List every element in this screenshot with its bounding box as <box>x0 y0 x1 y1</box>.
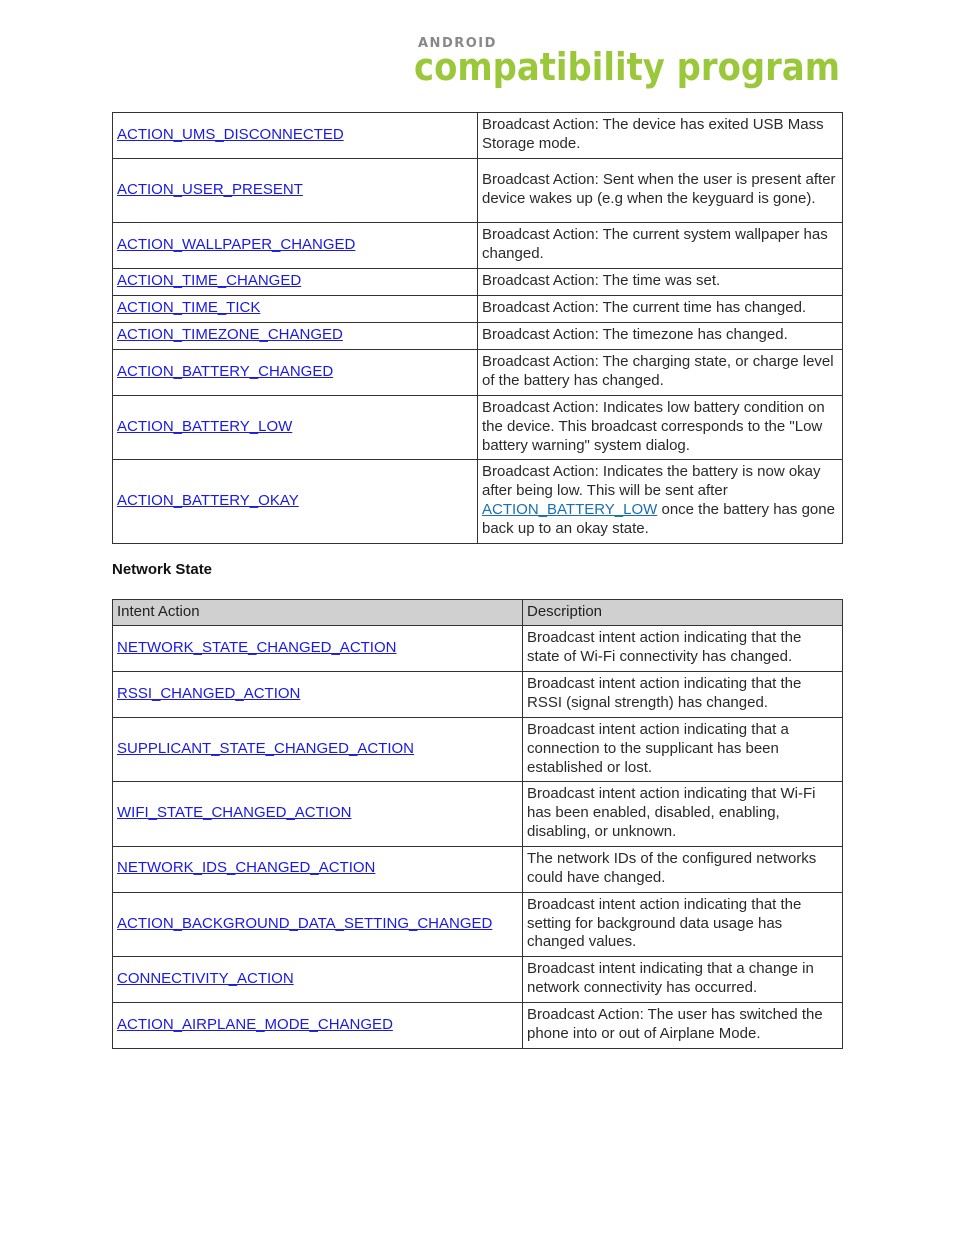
action-cell <box>113 846 523 892</box>
description-cell: Broadcast intent action indicating that Wi-Fi has been enabled, disabled, enabling, disabling, or unknown. <box>523 782 843 846</box>
action-link[interactable]: RSSI_CHANGED_ACTION <box>117 684 301 702</box>
table-row <box>113 1003 843 1049</box>
action-cell <box>113 626 523 672</box>
description-text: once the battery has gone back up to an okay state. <box>482 500 835 537</box>
description-cell: Broadcast Action: The current system wallpaper has changed. <box>478 223 843 269</box>
description-cell: Broadcast intent action indicating that the RSSI (signal strength) has changed. <box>523 672 843 718</box>
table-row <box>113 672 843 718</box>
table-row <box>113 350 843 396</box>
action-cell <box>113 782 523 846</box>
column-header: Intent Action <box>113 600 523 626</box>
description-cell: Broadcast intent action indicating that a connection to the supplicant has been established or lost. <box>523 718 843 782</box>
action-link[interactable]: ACTION_TIME_TICK <box>117 299 261 317</box>
table-row <box>113 396 843 460</box>
table-row <box>113 782 843 846</box>
description-cell: The network IDs of the configured networks could have changed. <box>523 846 843 892</box>
description-cell: Broadcast Action: The device has exited USB Mass Storage mode. <box>478 113 843 159</box>
action-cell <box>113 396 478 460</box>
action-cell <box>113 957 523 1003</box>
description-cell: Broadcast Action: Indicates low battery condition on the device. This broadcast corresponds to the "Low battery warning" system dialog. <box>478 396 843 460</box>
description-cell: Broadcast intent action indicating that the setting for background data usage has changed values. <box>523 892 843 956</box>
network-state-table <box>112 599 843 1049</box>
action-link[interactable]: ACTION_TIME_CHANGED <box>117 272 302 290</box>
action-cell <box>113 460 478 543</box>
description-text: Broadcast Action: Indicates the battery is now okay after being low. This will be sent after <box>482 463 821 500</box>
android-compatibility-logo <box>414 34 844 92</box>
action-link[interactable]: SUPPLICANT_STATE_CHANGED_ACTION <box>117 739 415 757</box>
action-link[interactable]: ACTION_UMS_DISCONNECTED <box>117 125 344 143</box>
description-cell <box>478 460 843 543</box>
table-row <box>113 892 843 956</box>
action-cell <box>113 296 478 323</box>
action-link[interactable]: ACTION_AIRPLANE_MODE_CHANGED <box>117 1015 393 1033</box>
description-cell: Broadcast Action: The time was set. <box>478 269 843 296</box>
table-row <box>113 223 843 269</box>
broadcast-actions-table <box>112 112 843 544</box>
description-cell: Broadcast Action: The user has switched the phone into or out of Airplane Mode. <box>523 1003 843 1049</box>
action-link[interactable]: ACTION_BATTERY_OKAY <box>117 491 299 509</box>
table-row <box>113 159 843 223</box>
column-header: Description <box>523 600 843 626</box>
description-cell: Broadcast Action: The timezone has changed. <box>478 323 843 350</box>
action-cell <box>113 223 478 269</box>
table-row <box>113 323 843 350</box>
action-cell <box>113 892 523 956</box>
action-link[interactable]: CONNECTIVITY_ACTION <box>117 969 294 987</box>
action-cell <box>113 718 523 782</box>
action-cell <box>113 159 478 223</box>
action-link[interactable]: NETWORK_IDS_CHANGED_ACTION <box>117 859 376 877</box>
action-link[interactable]: ACTION_WALLPAPER_CHANGED <box>117 235 356 253</box>
table-row <box>113 718 843 782</box>
table-header-row <box>113 600 843 626</box>
action-link[interactable]: WIFI_STATE_CHANGED_ACTION <box>117 804 352 822</box>
action-link[interactable]: ACTION_BATTERY_CHANGED <box>117 362 334 380</box>
action-cell <box>113 350 478 396</box>
action-cell <box>113 269 478 296</box>
table-row <box>113 846 843 892</box>
action-link[interactable]: NETWORK_STATE_CHANGED_ACTION <box>117 638 397 656</box>
inline-action-link[interactable]: ACTION_BATTERY_LOW <box>482 500 658 518</box>
action-cell <box>113 113 478 159</box>
action-link[interactable]: ACTION_TIMEZONE_CHANGED <box>117 326 343 344</box>
description-cell: Broadcast intent action indicating that the state of Wi-Fi connectivity has changed. <box>523 626 843 672</box>
section-title: Network State <box>112 561 213 578</box>
logo-compatibility-text: compatibility program <box>414 45 840 89</box>
table-row <box>113 626 843 672</box>
table-row <box>113 296 843 323</box>
description-cell: Broadcast Action: Sent when the user is present after device wakes up (e.g when the keyguard is gone). <box>478 159 843 223</box>
action-link[interactable]: ACTION_USER_PRESENT <box>117 180 303 198</box>
action-cell <box>113 672 523 718</box>
action-cell <box>113 1003 523 1049</box>
table-row <box>113 113 843 159</box>
description-cell: Broadcast Action: The charging state, or charge level of the battery has changed. <box>478 350 843 396</box>
logo-android-text: ANDROID <box>418 36 497 51</box>
table-row <box>113 957 843 1003</box>
action-cell <box>113 323 478 350</box>
table-row <box>113 460 843 543</box>
description-cell: Broadcast intent indicating that a change in network connectivity has occurred. <box>523 957 843 1003</box>
description-cell: Broadcast Action: The current time has changed. <box>478 296 843 323</box>
action-link[interactable]: ACTION_BACKGROUND_DATA_SETTING_CHANGED <box>117 914 493 932</box>
action-link[interactable]: ACTION_BATTERY_LOW <box>117 417 293 435</box>
table-row <box>113 269 843 296</box>
